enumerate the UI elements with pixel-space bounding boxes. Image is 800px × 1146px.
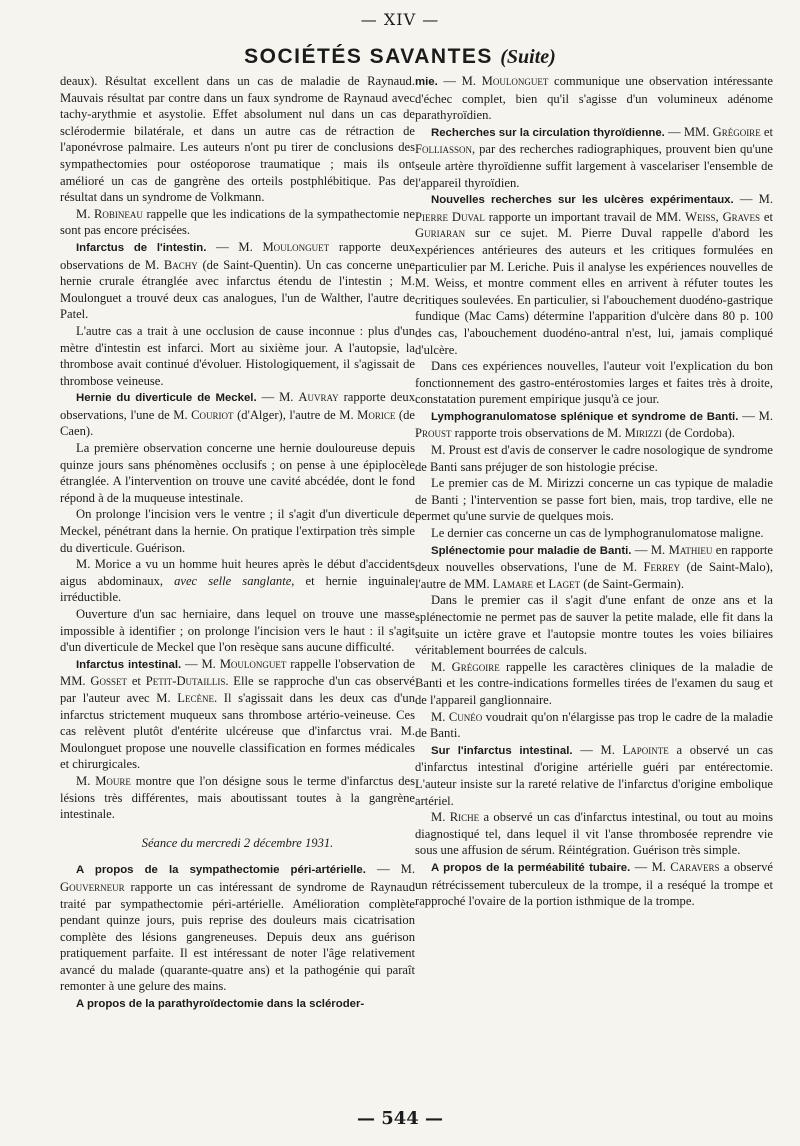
- section-heading: Nouvelles recherches sur les ulcères expérimentaux.: [431, 194, 734, 207]
- page-title: [0, 45, 800, 69]
- section-heading: Sur l'infarctus intestinal.: [431, 744, 573, 757]
- section-parathyroidectomie: [60, 995, 415, 1013]
- section-heading: Infarctus intestinal.: [76, 658, 182, 671]
- left-column: [60, 73, 415, 1013]
- section-heading: A propos de la parathyroïdectomie dans la scléroder-: [76, 998, 365, 1011]
- session-date: Séance du mercredi 2 décembre 1931.: [141, 835, 334, 850]
- section-ulceres-experimentaux: Nouvelles recherches sur les ulcères expérimentaux. — M. Pierre Duval rapporte un important travail de MM. Weiss, Graves et Guriaran sur ce sujet. M. Pierre Duval rappelle d'abord les expériences antérieures des auteurs et les critiques formulées en particulier par M. Leriche. Puis il analyse les expériences nouvelles de M. Weiss, et montre comment elles en arrivent à réfuter toutes les critiques soulevées. En particulier, si l'abouchement duodéno-gastrique fundique (Mac Cams) détermine l'apparition d'ulcère dans 80 p. 100 des cas, l'abouchement duodéno-antral n'est, lui, jamais compliqué d'ulcère.: [415, 192, 773, 357]
- section-lymphogranulomatose: Lymphogranulomatose splénique et syndrome de Banti. — M. Proust rapporte trois observations de M. Mirizzi (de Cordoba).: [415, 408, 773, 441]
- paragraph: M. Morice a vu un homme huit heures après le début d'accidents aigus abdominaux, avec selle sanglante, et hernie inguinale irréductible.: [60, 557, 415, 605]
- title-text: SOCIÉTÉS SAVANTES: [244, 45, 493, 68]
- paragraph: M. Moure montre que l'on désigne sous le terme d'infarctus des lésions très différentes, mais aboutissant toutes à la gangrène intestinale.: [60, 773, 415, 822]
- section-heading: Splénectomie pour maladie de Banti.: [431, 544, 632, 557]
- right-column: [415, 73, 773, 910]
- section-sympathectomie: A propos de la sympathectomie péri-artérielle. — M. Gouverneur rapporte un cas intéressant de syndrome de Raynaud traité par sympathectomie péri-artérielle. Amélioration complète pendant quinze jours, puis reprise des douleurs mais cicatrisation complète des lésions gangreneuses. Depuis deux ans guérison pratiquement parfaite. Il est intéressant de noter l'âge relativement avancé du malade (quarante-quatre ans) et la pathogénie qui paraît remonter à une gelure des mains.: [60, 862, 416, 994]
- paragraph: L'autre cas a trait à une occlusion de cause inconnue : plus d'un mètre d'intestin est infarci. Mort au sixième jour. A l'autopsie, la thrombose avait continué d'évoluer. Histologiquement, il s'agissait de thrombose veineuse.: [60, 323, 415, 388]
- section-heading: A propos de la perméabilité tubaire.: [431, 861, 631, 874]
- paragraph: M. Grégoire rappelle les caractères cliniques de la maladie de Banti et les contre-indications formelles tirées de l'examen du saug et de l'appareil ganglionnaire.: [415, 659, 773, 707]
- section-hernie-meckel: Hernie du diverticule de Meckel. — M. Auvray rapporte deux observations, l'une de M. Couriot (d'Alger), l'autre de M. Morice (de Caen).: [60, 390, 415, 439]
- paragraph: M. Robineau rappelle que les indications de la sympathectomie ne sont pas encore précisées.: [60, 206, 416, 238]
- paragraph: Le premier cas de M. Mirizzi concerne un cas typique de maladie de Banti ; l'intervention se passe fort bien, mais, trop tardive, elle ne permet qu'une survie de quelques mois.: [415, 476, 773, 524]
- section-infarctus-intestin: Infarctus de l'intestin. — M. Moulonguet rapporte deux observations de M. Bachy (de Saint-Quentin). Un cas concerne une hernie crurale étranglée avec infarctus étendu de l'intestin ; M. Moulonguet a trouvé deux cas analogues, l'un de Walther, l'autre de Patel.: [60, 239, 416, 322]
- section-heading: Lymphogranulomatose splénique et syndrome de Banti.: [431, 410, 739, 423]
- section-heading: Infarctus de l'intestin.: [76, 241, 207, 254]
- paragraph: Dans ces expériences nouvelles, l'auteur voit l'explication du bon fonctionnement des gastro-entérostomies larges et faites très à droite, constatation purement empirique jusqu'à ce jour.: [415, 359, 773, 407]
- section-infarctus-intestinal-2: Sur l'infarctus intestinal. — M. Lapointe a observé un cas d'infarctus intestinal d'origine artérielle guéri par entérectomie. L'auteur insiste sur la rareté relative de l'infarctus d'origine embolique artériel.: [415, 742, 773, 808]
- paragraph: On prolonge l'incision vers le ventre ; il s'agit d'un diverticule de Meckel, pénétrant dans la hernie. On pratique l'extirpation très simple du diverticule. Guérison.: [60, 507, 415, 555]
- paragraph: Le dernier cas concerne un cas de lymphogranulomatose maligne.: [431, 526, 764, 541]
- paragraph: La première observation concerne une hernie douloureuse depuis quinze jours sans phénomènes occlusifs ; on pense à une épiplocèle étranglée. A l'intervention on trouve une cavité abcédée, dont le fond répond à de la muqueuse intestinale.: [60, 441, 415, 505]
- section-heading: Hernie du diverticule de Meckel.: [76, 392, 257, 405]
- paragraph: Dans le premier cas il s'agit d'une enfant de onze ans et la splénectomie ne permet pas de sauver la petite malade, elle fit dans la suite un ictère grave et l'autopsie montre toutes les voies biliaires véritablement bourrées de calculs.: [415, 593, 773, 658]
- section-permeabilite-tubaire: A propos de la perméabilité tubaire. — M. Caravers a observé un rétrécissement tuberculeux de la trompe, il a reséqué la trompe et rapproché l'ovaire de la portion isthmique de la trompe.: [415, 859, 773, 909]
- section-heading: Recherches sur la circulation thyroïdienne.: [431, 126, 665, 139]
- section-circulation-thyroidienne: Recherches sur la circulation thyroïdienne. — MM. Grégoire et Folliasson, par des recherches radiographiques, prouvent bien qu'une seule artère thyroïdienne suffit largement à vascelariser l'ensemble de l'appareil thyroïdien.: [415, 124, 773, 190]
- paragraph: Ouverture d'un sac herniaire, dans lequel on trouve une masse impossible à identifier ; on prolonge l'incision vers le haut : il s'agit d'un diverticule de Meckel que l'on resèque sans aucune difficulté.: [60, 607, 415, 655]
- section-splenectomie: Splénectomie pour maladie de Banti. — M. Mathieu en rapporte deux nouvelles observations, l'une de M. Ferrey (de Saint-Malo), l'autre de MM. Lamare et Laget (de Saint-Germain).: [415, 542, 773, 591]
- section-infarctus-intestinal: Infarctus intestinal. — M. Moulonguet rappelle l'observation de MM. Gosset et Petit-Dutaillis. Elle se rapproche d'un cas observé par l'auteur avec M. Lecène. Il s'agissait dans les deux cas d'un infarctus strictement muqueux sans thrombose artério-veineuse. Ces cas relèvent plutôt d'entérite ulcéreuse que d'infarctus vrai. M. Moulonguet propose une nouvelle classification en formes médicales et chirurgicales.: [60, 656, 416, 772]
- paragraph: M. Cunéo voudrait qu'on n'élargisse pas trop le cadre de la maladie de Banti.: [415, 709, 773, 741]
- paragraph: deaux). Résultat excellent dans un cas de maladie de Raynaud. Mauvais résultat par contre dans un faux syndrome de Raynaud avec tachy-arythmie et asystolie. Effet absolument nul dans un cas de sclérodermie bilatérale, et dans un autre cas de rétraction de l'aponévrose palmaire. Les auteurs n'ont pu tirer de conclusions des sympathectomies pour ostéoporose traumatique ; mais ils ont amélioré un cas de gangrène des orteils postphlébitique. Pas de résultat dans un syndrome de Volkmann.: [60, 74, 415, 205]
- paragraph: mie. — M. Moulonguet communique une observation intéressante d'échec complet, bien qu'il s'agisse d'un volumineux adénome parathyroïdien.: [415, 74, 774, 123]
- title-suite: (Suite): [500, 46, 556, 68]
- page-roman-numeral: — XIV —: [360, 10, 440, 29]
- section-heading: A propos de la sympathectomie péri-artérielle.: [76, 864, 366, 877]
- paragraph: M. Riche a observé un cas d'infarctus intestinal, ou tout au moins diagnostiqué tel, dans lequel il vit l'anse thrombosée reprendre vie sous une affusion de sérum. Réintégration. Guérison très simple.: [415, 810, 773, 858]
- paragraph: M. Proust est d'avis de conserver le cadre nosologique de syndrome de Banti sans préjuger de son histologie précise.: [415, 443, 773, 474]
- page-number: — 544 —: [356, 1108, 444, 1129]
